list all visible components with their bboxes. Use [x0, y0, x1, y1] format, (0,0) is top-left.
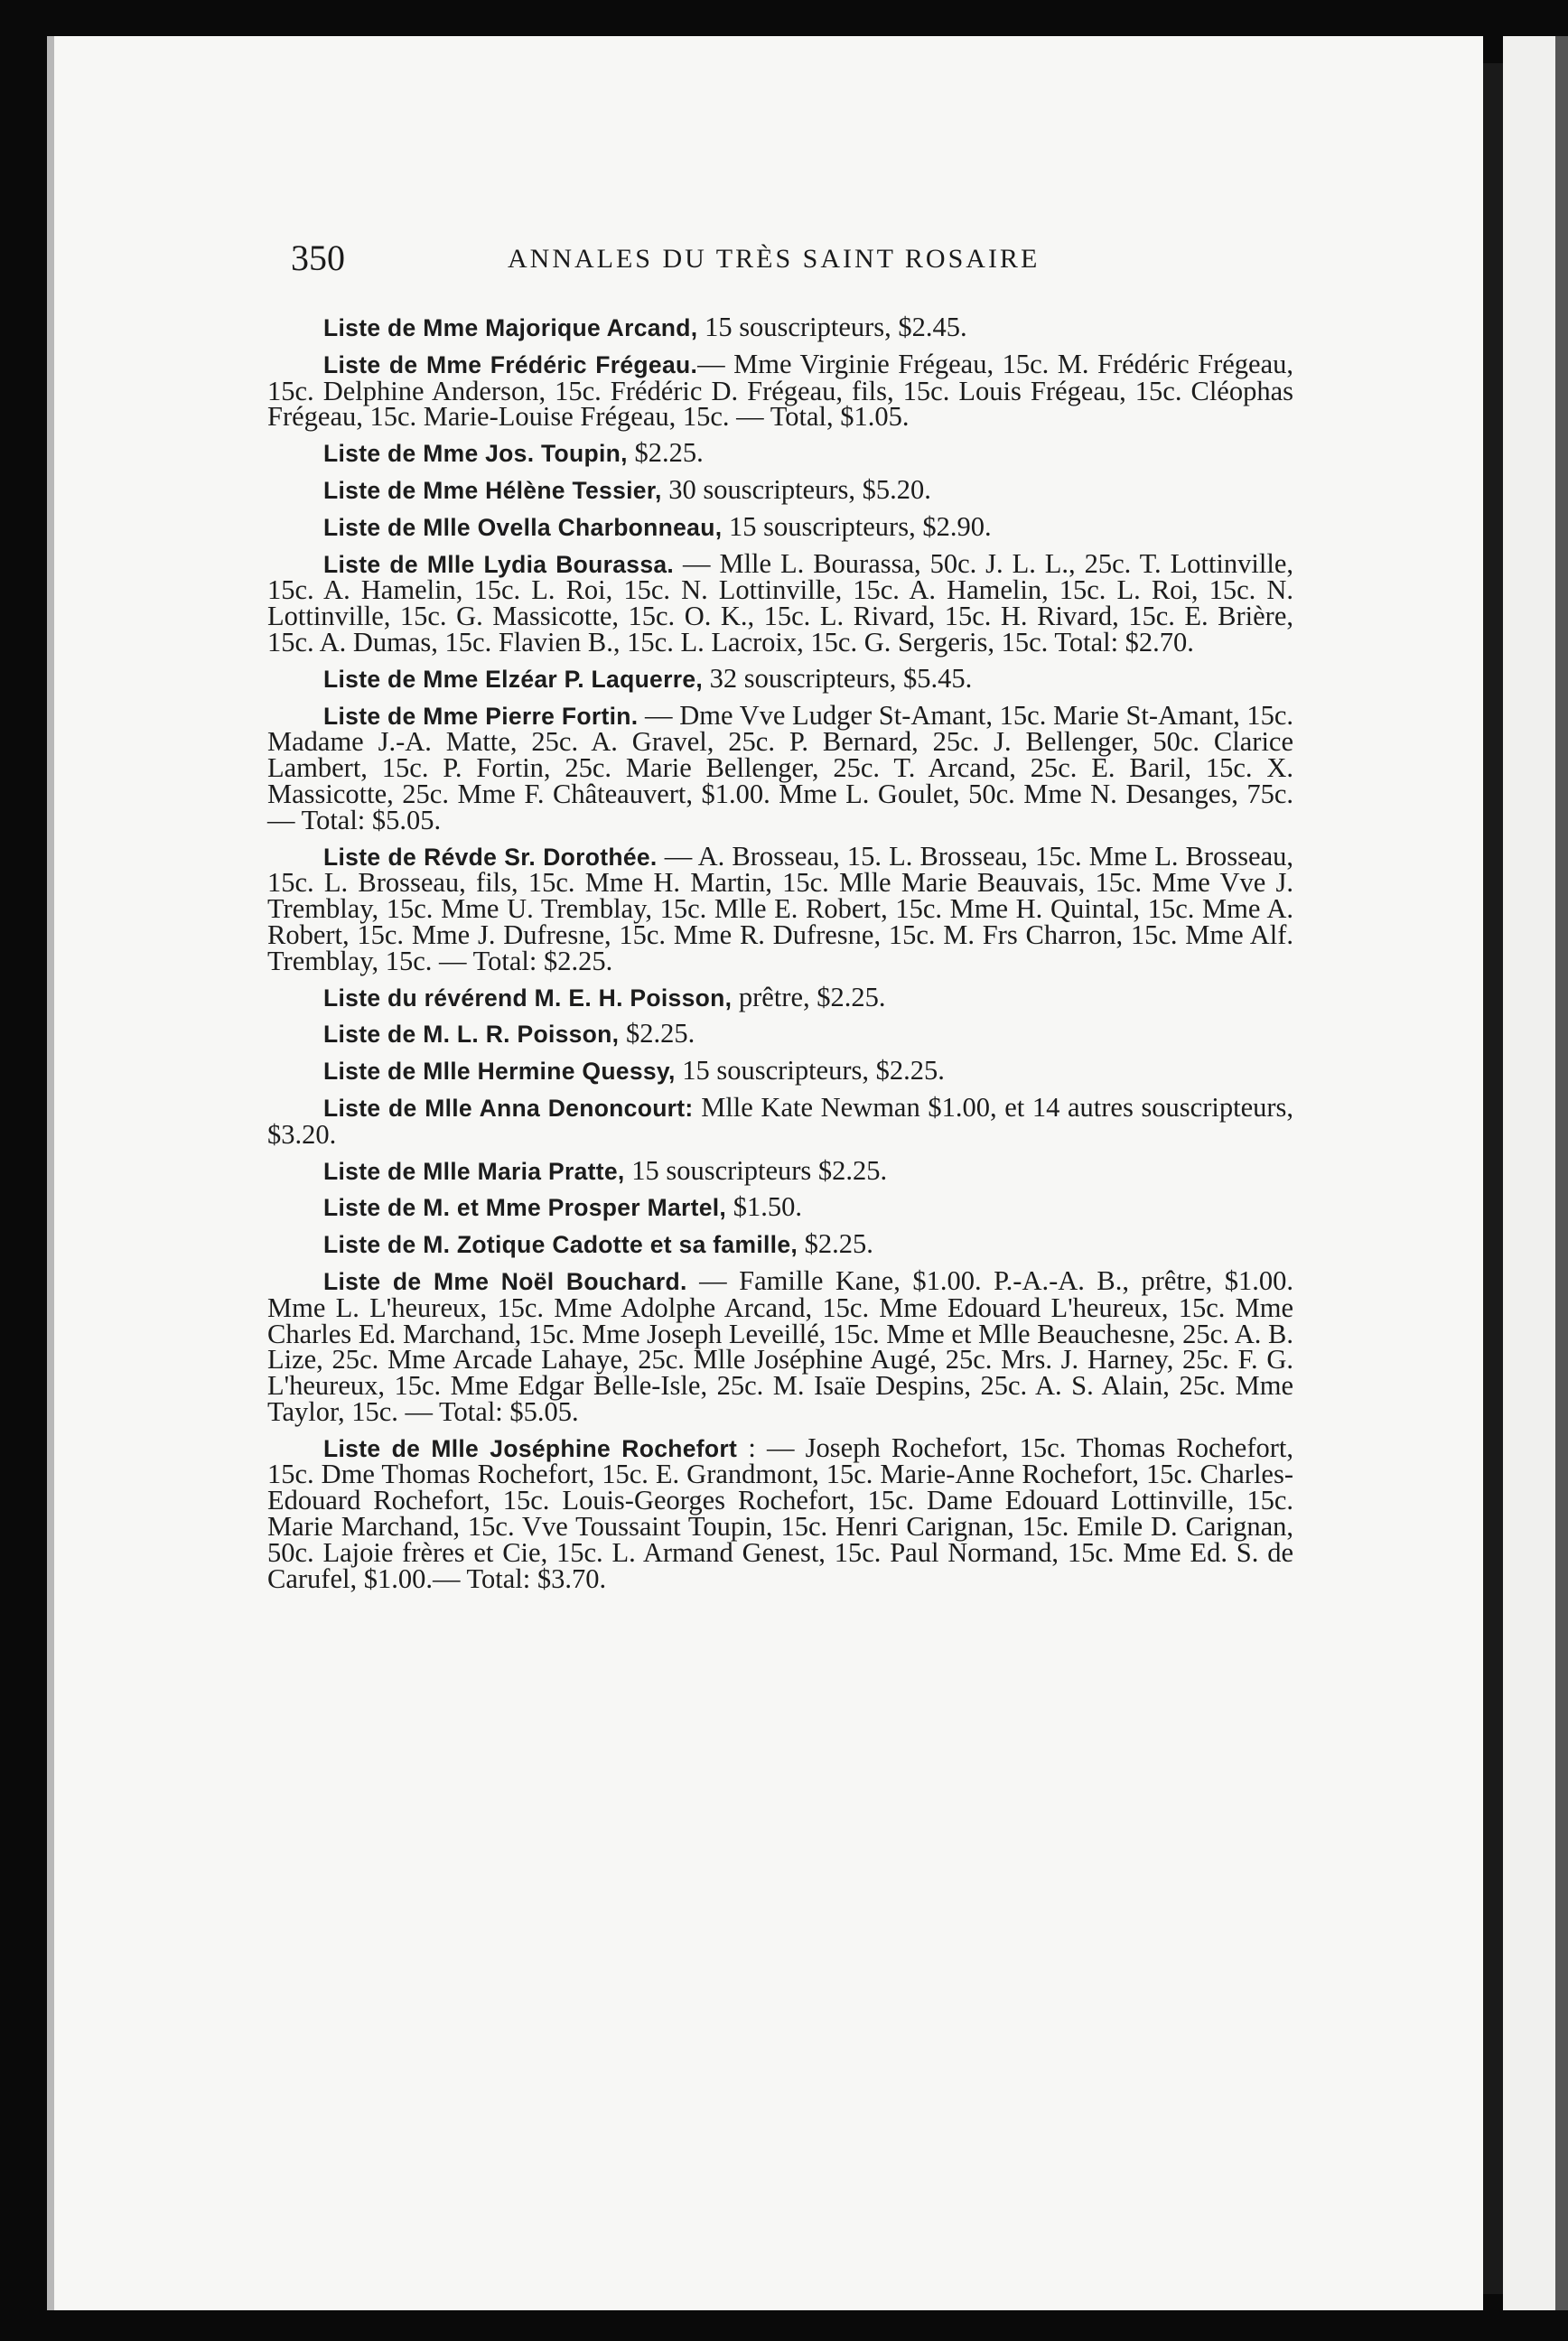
list-entry	[267, 1264, 1293, 1427]
entry-lead: Liste de Mme Hélène Tessier,	[323, 476, 662, 504]
entry-lead: Liste de M. et Mme Prosper Martel,	[323, 1194, 727, 1222]
entry-text: Mlle Kate Newman $1.00, et 14 autres souscripteurs, $3.20.	[267, 1091, 1294, 1150]
page-header	[291, 237, 1302, 291]
page-number: 350	[291, 238, 345, 278]
entry-text: $1.50.	[726, 1191, 802, 1223]
entry-text: $2.25.	[627, 437, 704, 469]
entry-lead: Liste de Mme Majorique Arcand,	[323, 314, 698, 341]
list-entry	[267, 510, 1293, 542]
list-entry	[267, 1228, 1293, 1260]
entry-lead: Liste de M. Zotique Cadotte et sa famille,	[323, 1231, 798, 1259]
entry-lead: Liste de Mme Elzéar P. Laquerre,	[323, 665, 704, 693]
list-entry	[267, 662, 1293, 694]
subscription-list	[267, 314, 1293, 1601]
list-entry	[267, 1154, 1293, 1186]
list-entry	[267, 1191, 1293, 1223]
entry-text: 32 souscripteurs, $5.45.	[703, 662, 973, 694]
entry-text: 15 souscripteurs, $2.90.	[722, 510, 992, 542]
list-entry	[267, 348, 1293, 433]
book-spine-shadow	[1483, 63, 1503, 2294]
entry-lead: Liste de Mlle Lydia Bourassa.	[323, 550, 675, 578]
entry-lead: Liste de Mlle Maria Pratte,	[323, 1157, 625, 1185]
scan-right-edge	[1555, 36, 1568, 2310]
list-entry	[267, 981, 1293, 1012]
entry-text: — Dme Vve Ludger St-Amant, 15c. Marie St-Amant, 15c. Madame J.-A. Matte, 25c. A. Gravel, 25c. P. Bernard, 25c. J. Bellenger, 50c. Clarice Lambert, 15c. P. Fortin, 25c. Marie Bellenger, 25c. T. Arcand, 25c. E. Baril, 15c. X. Massicotte, 25c. Mme F. Châteauvert, $1.00. Mme L. Goulet, 50c. Mme N. Desanges, 75c. — Total: $5.05.	[267, 699, 1294, 835]
entry-text: 15 souscripteurs $2.25.	[624, 1154, 888, 1186]
list-entry	[267, 699, 1294, 835]
entry-text: — Mme Virginie Frégeau, 15c. M. Frédéric Frégeau, 15c. Delphine Anderson, 15c. Frédéric D. Frégeau, fils, 15c. Louis Frégeau, 15c. Cléophas Frégeau, 15c. Marie-Louise Frégeau, 15c. — Total, $1.05.	[267, 348, 1293, 433]
list-entry	[267, 314, 1293, 341]
entry-lead: Liste de Mme Pierre Fortin.	[323, 702, 639, 730]
entry-text: prêtre, $2.25.	[732, 981, 886, 1012]
entry-lead: Liste de Révde Sr. Dorothée.	[323, 843, 658, 871]
entry-text: — Mlle L. Bourassa, 50c. J. L. L., 25c. T. Lottinville, 15c. A. Hamelin, 15c. L. Roi, 15c. N. Lottinville, 15c. A. Hamelin, 15c. L. Roi, 15c. N. Lottinville, 15c. G. Massicotte, 15c. O. K., 15c. L. Rivard, 15c. H. Rivard, 15c. E. Brière, 15c. A. Dumas, 15c. Flavien B., 15c. L. Lacroix, 15c. G. Sergeris, 15c. Total: $2.70.	[267, 547, 1293, 658]
entry-lead: Liste de Mlle Joséphine Rochefort	[323, 1434, 738, 1462]
list-entry	[267, 547, 1293, 658]
entry-lead: Liste de Mme Noël Bouchard.	[323, 1267, 687, 1295]
list-entry	[267, 1091, 1294, 1150]
entry-lead: Liste de Mlle Anna Denoncourt:	[323, 1094, 694, 1122]
entry-lead: Liste de Mlle Hermine Quessy,	[323, 1058, 676, 1086]
list-entry	[267, 473, 1293, 505]
entry-text: $2.25.	[798, 1228, 873, 1260]
entry-lead: Liste de Mme Jos. Toupin,	[323, 440, 628, 468]
entry-text: $2.25.	[619, 1018, 695, 1049]
entry-text: 15 souscripteurs, $2.25.	[675, 1055, 945, 1087]
list-entry	[267, 840, 1293, 976]
list-entry	[267, 437, 1293, 469]
entry-text: : — Joseph Rochefort, 15c. Thomas Rochefort, 15c. Dme Thomas Rochefort, 15c. E. Grandmont, 15c. Marie-Anne Rochefort, 15c. Charles-Edouard Rochefort, 15c. Louis-Georges Rochefort, 15c. Dame Edouard Lottinville, 15c. Marie Marchand, 15c. Vve Toussaint Toupin, 15c. Henri Carignan, 15c. Emile D. Carignan, 50c. Lajoie frères et Cie, 15c. L. Armand Genest, 15c. Paul Normand, 15c. Mme Ed. S. de Carufel, $1.00.— Total: $3.70.	[267, 1432, 1293, 1594]
entry-lead: Liste de M. L. R. Poisson,	[323, 1021, 620, 1049]
entry-text: — Famille Kane, $1.00. P.-A.-A. B., prêtre, $1.00. Mme L. L'heureux, 15c. Mme Adolphe Arcand, 15c. Mme Edouard L'heureux, 15c. Mme Charles Ed. Marchand, 15c. Mme Joseph Leveillé, 15c. Mme et Mlle Beauchesne, 25c. A. B. Lize, 25c. Mme Arcade Lahaye, 25c. Mlle Joséphine Augé, 25c. Mrs. J. Harney, 25c. F. G. L'heureux, 15c. Mme Edgar Belle-Isle, 25c. M. Isaïe Despins, 25c. A. S. Alain, 25c. Mme Taylor, 15c. — Total: $5.05.	[267, 1264, 1293, 1427]
list-entry	[267, 1432, 1293, 1594]
running-title: ANNALES DU TRÈS SAINT ROSAIRE	[508, 244, 1041, 274]
entry-text: 15 souscripteurs, $2.45.	[697, 312, 967, 342]
entry-lead: Liste de Mme Frédéric Frégeau.	[323, 350, 698, 378]
entry-text: 30 souscripteurs, $5.20.	[661, 473, 931, 505]
entry-lead: Liste du révérend M. E. H. Poisson,	[323, 984, 733, 1012]
entry-lead: Liste de Mlle Ovella Charbonneau,	[323, 513, 723, 541]
entry-text: — A. Brosseau, 15. L. Brosseau, 15c. Mme L. Brosseau, 15c. L. Brosseau, fils, 15c. Mme H. Martin, 15c. Mlle Marie Beauvais, 15c. Mme Vve J. Tremblay, 15c. Mme U. Tremblay, 15c. Mlle E. Robert, 15c. Mme H. Quintal, 15c. Mme A. Robert, 15c. Mme J. Dufresne, 15c. Mme R. Dufresne, 15c. M. Frs Charron, 15c. Mme Alf. Tremblay, 15c. — Total: $2.25.	[267, 840, 1293, 976]
list-entry	[267, 1018, 1293, 1049]
list-entry	[267, 1055, 1293, 1087]
